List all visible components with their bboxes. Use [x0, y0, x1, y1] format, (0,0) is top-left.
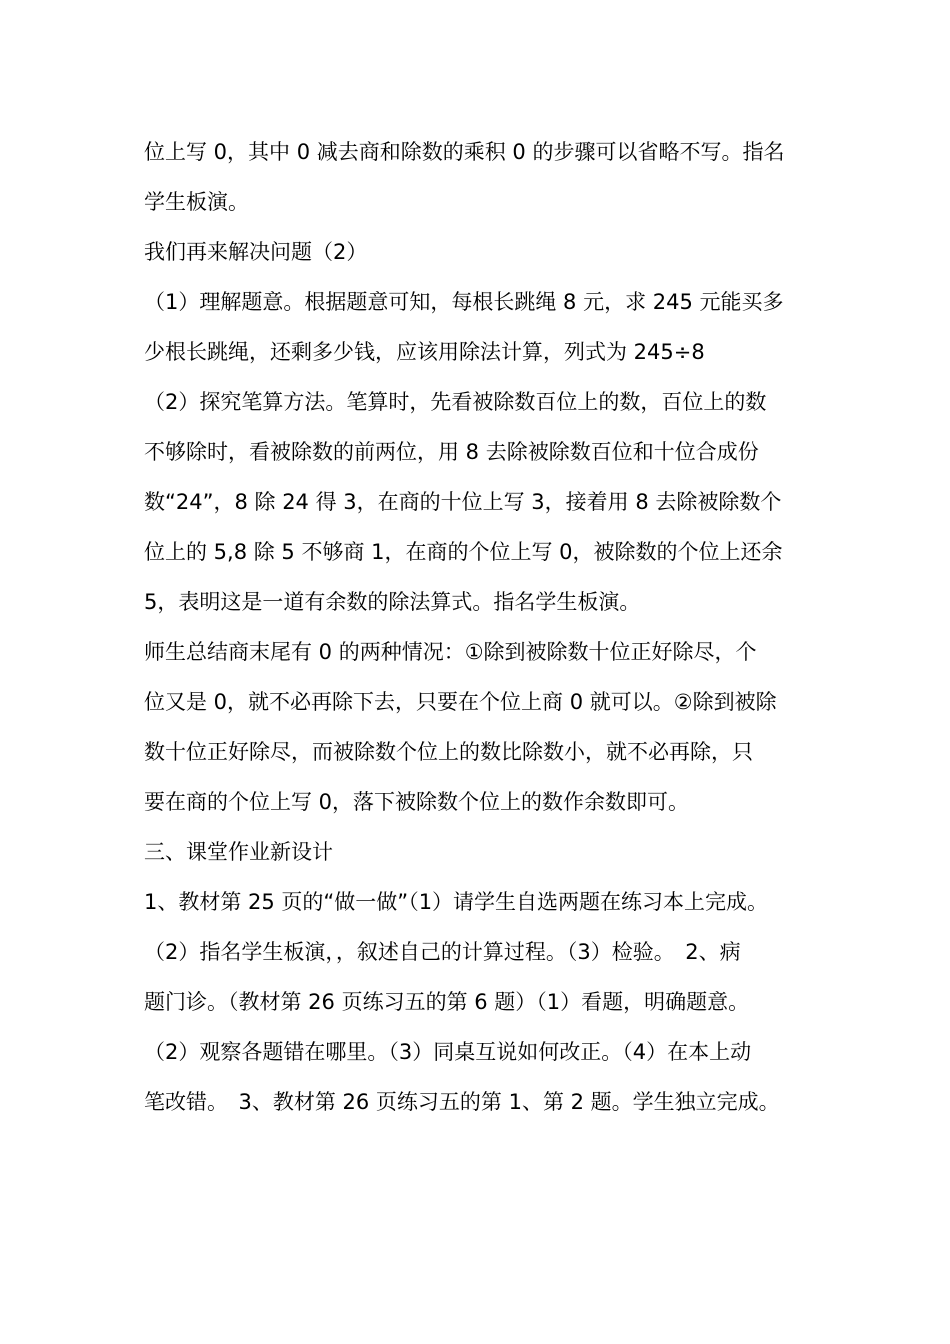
document-body: [144, 127, 824, 1127]
text-line: 笔改错。 3、教材第 26 页练习五的第 1、第 2 题。学生独立完成。: [144, 1090, 780, 1114]
text-line: 数十位正好除尽，而被除数个位上的数比除数小，就不必再除，只: [144, 740, 753, 764]
text-line: （2）探究笔算方法。笔算时，先看被除数百位上的数，百位上的数: [144, 390, 767, 414]
text-line: （2）指名学生板演，，叙述自己的计算过程。（3）检验。 2、病: [144, 940, 741, 964]
text-line: 学生板演。: [144, 190, 249, 214]
text-line: 位又是 0，就不必再除下去，只要在个位上商 0 就可以。②除到被除: [144, 690, 777, 714]
text-line: 1、教材第 25 页的“做一做”（1）请学生自选两题在练习本上完成。: [144, 890, 769, 914]
text-line: 少根长跳绳，还剩多少钱，应该用除法计算，列式为 245÷8: [144, 340, 705, 364]
text-line: 我们再来解决问题（2）: [144, 240, 368, 264]
text-line: 位上写 0，其中 0 减去商和除数的乘积 0 的步骤可以省略不写。指名: [144, 140, 785, 164]
text-line: 不够除时，看被除数的前两位，用 8 去除被除数百位和十位合成份: [144, 440, 759, 464]
text-line: 题门诊。（教材第 26 页练习五的第 6 题）（1）看题，明确题意。: [144, 990, 750, 1014]
text-line: 数“24”，8 除 24 得 3，在商的十位上写 3，接着用 8 去除被除数个: [144, 490, 782, 514]
text-line: 要在商的个位上写 0，落下被除数个位上的数作余数即可。: [144, 790, 690, 814]
text-line: 师生总结商末尾有 0 的两种情况：①除到被除数十位正好除尽，个: [144, 640, 757, 664]
section-heading: 三、课堂作业新设计: [144, 840, 333, 864]
text-line: （1）理解题意。根据题意可知，每根长跳绳 8 元，求 245 元能买多: [144, 290, 784, 314]
text-line: 位上的 5,8 除 5 不够商 1，在商的个位上写 0，被除数的个位上还余: [144, 540, 783, 564]
text-line: 5，表明这是一道有余数的除法算式。指名学生板演。: [144, 590, 641, 614]
text-line: （2）观察各题错在哪里。（3）同桌互说如何改正。（4）在本上动: [144, 1040, 752, 1064]
